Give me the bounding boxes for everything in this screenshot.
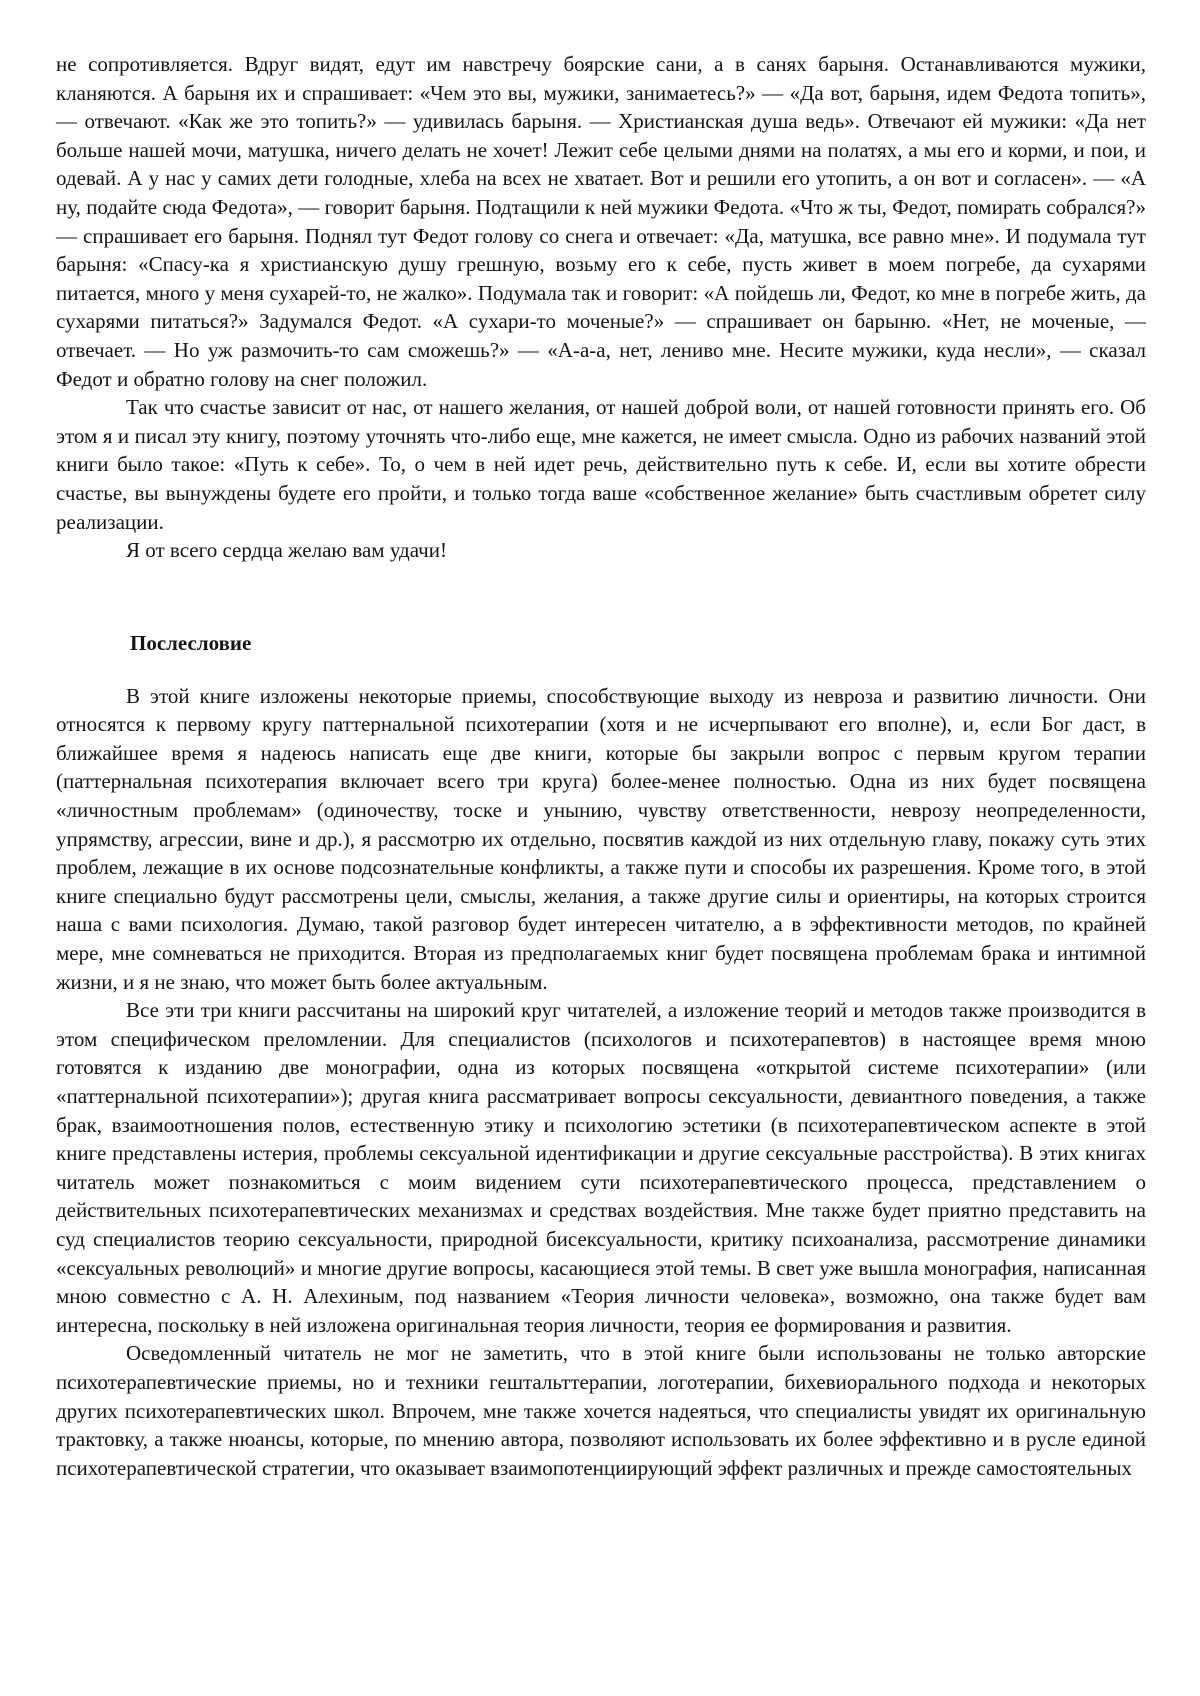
wish-paragraph: Я от всего сердца желаю вам удачи! bbox=[126, 538, 447, 563]
happiness-paragraph: Так что счастье зависит от нас, от нашего желания, от нашей доброй воли, от нашей готовности принять его. Об этом я и писал эту книгу, поэтому уточнять что-либо еще, мне кажется, не имеет смысла. Одно из рабочих названий этой книги было такое: «Путь к себе». То, о чем в ней идет речь, действительно путь к себе. И, если вы хотите обрести счастье, вы вынуждены будете его пройти, и только тогда ваше «собственное желание» быть счастливым обретет силу реализации. bbox=[56, 395, 1146, 534]
afterword-paragraph-3: Осведомленный читатель не мог не заметить, что в этой книге были использованы не только авторские психотерапевтические приемы, но и техники гештальттерапии, логотерапии, бихевиорального подхода и некоторых других психотерапевтических школ. Впрочем, мне также хочется надеяться, что специалисты увидят их оригинальную трактовку, а также нюансы, которые, по мнению автора, позволяют использовать их более эффективно и в русле единой психотерапевтической стратегии, что оказывает взаимопотенциирующий эффект различных и прежде самостоятельных bbox=[56, 1341, 1146, 1480]
document-page bbox=[56, 50, 1146, 1482]
afterword-paragraph-2: Все эти три книги рассчитаны на широкий круг читателей, а изложение теорий и методов также производится в этом специфическом преломлении. Для специалистов (психологов и психотерапевтов) в настоящее время мною готовятся к изданию две монографии, одна из которых посвящена «открытой системе психотерапии» (или «паттернальной психотерапии»); другая книга рассматривает вопросы сексуальности, девиантного поведения, а также брак, взаимоотношения полов, естественную этику и психологию эстетики (в психотерапевтическом аспекте в этой книге представлены истерия, проблемы сексуальной идентификации и другие сексуальные расстройства). В этих книгах читатель может познакомиться с моим видением сути психотерапевтического процесса, представлением о действительных психотерапевтических механизмах и средствах воздействия. Мне также будет приятно представить на суд специалистов теорию сексуальности, природной бисексуальности, критику психоанализа, рассмотрение динамики «сексуальных революций» и многие другие вопросы, касающиеся этой темы. В свет уже вышла монография, написанная мною совместно с А. Н. Алехиным, под названием «Теория личности человека», возможно, она также будет вам интересна, поскольку в ней изложена оригинальная теория личности, теория ее формирования и развития. bbox=[56, 998, 1146, 1337]
story-paragraph: не сопротивляется. Вдруг видят, едут им навстречу боярские сани, а в санях барыня. Останавливаются мужики, кланяются. А барыня их и спрашивает: «Чем это вы, мужики, занимаетесь?» — «Да вот, барыня, идем Федота топить», — отвечают. «Как же это топить?» — удивилась барыня. — Христианская душа ведь». Отвечают ей мужики: «Да нет больше нашей мочи, матушка, ничего делать не хочет! Лежит себе целыми днями на полатях, а мы его и корми, и пои, и одевай. А у нас у самих дети голодные, хлеба на всех не хватает. Вот и решили его утопить, а он вот и согласен». — «А ну, подайте сюда Федота», — говорит барыня. Подтащили к ней мужики Федота. «Что ж ты, Федот, помирать собрался?» — спрашивает его барыня. Поднял тут Федот голову со снега и отвечает: «Да, матушка, все равно мне». И подумала тут барыня: «Спасу-ка я христианскую душу грешную, возьму его к себе, пусть живет в моем погребе, да сухарями питается, много у меня сухарей-то, не жалко». Подумала так и говорит: «А пойдешь ли, Федот, ко мне в погребе жить, да сухарями питаться?» Задумался Федот. «А сухари-то моченые?» — спрашивает он барыню. «Нет, не моченые, — отвечает. — Но уж размочить-то сам сможешь?» — «А-а-а, нет, лениво мне. Несите мужики, куда несли», — сказал Федот и обратно голову на снег положил. bbox=[56, 52, 1146, 391]
section-heading: Послесловие bbox=[130, 630, 252, 655]
afterword-paragraph-1: В этой книге изложены некоторые приемы, способствующие выходу из невроза и развитию личности. Они относятся к первому кругу паттернальной психотерапии (хотя и не исчерпывают его вполне), и, если Бог даст, в ближайшее время я надеюсь написать еще две книги, которые бы закрыли вопрос с первым кругом терапии (паттернальная психотерапия включает всего три круга) более-менее полностью. Одна из них будет посвящена «личностным проблемам» (одиночеству, тоске и унынию, чувству ответственности, неврозу неопределенности, упрямству, агрессии, вине и др.), я рассмотрю их отдельно, посвятив каждой из них отдельную главу, покажу суть этих проблем, лежащие в их основе подсознательные конфликты, а также пути и способы их разрешения. Кроме того, в этой книге специально будут рассмотрены цели, смыслы, желания, а также другие силы и ориентиры, на которых строится наша с вами психология. Думаю, такой разговор будет интересен читателю, а в эффективности методов, по крайней мере, мне сомневаться не приходится. Вторая из предполагаемых книг будет посвящена проблемам брака и интимной жизни, и я не знаю, что может быть более актуальным. bbox=[56, 683, 1146, 994]
